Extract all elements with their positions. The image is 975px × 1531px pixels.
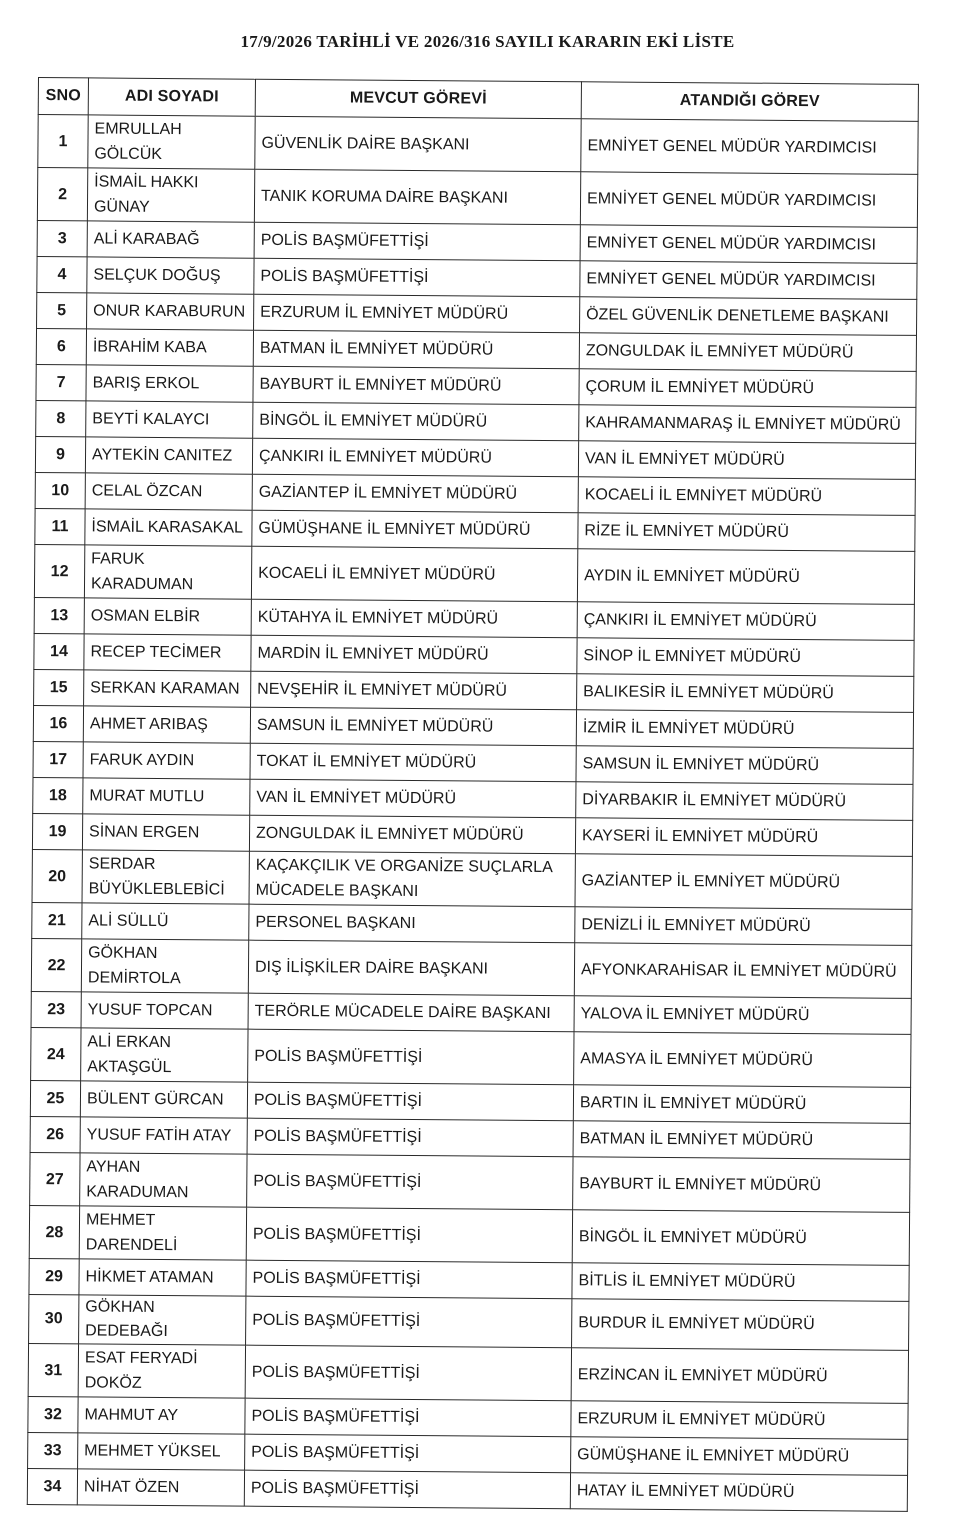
person-name: YUSUF FATİH ATAY (80, 1117, 247, 1154)
row-number: 16 (33, 705, 83, 741)
assigned-position: SİNOP İL EMNİYET MÜDÜRÜ (577, 638, 914, 677)
current-position: TANIK KORUMA DAİRE BAŞKANI (254, 169, 580, 225)
person-name: FARUK AYDIN (83, 742, 250, 779)
assigned-position: DİYARBAKIR İL EMNİYET MÜDÜRÜ (576, 782, 913, 821)
row-number: 24 (31, 1027, 81, 1080)
assigned-position: HATAY İL EMNİYET MÜDÜRÜ (570, 1473, 907, 1512)
current-position: POLİS BAŞMÜFETTİŞİ (245, 1434, 571, 1473)
current-position: BATMAN İL EMNİYET MÜDÜRÜ (253, 330, 579, 369)
row-number: 17 (33, 741, 83, 777)
person-name: FARUK KARADUMAN (84, 545, 251, 599)
person-name: AYTEKİN CANITEZ (85, 437, 252, 474)
person-name: MURAT MUTLU (83, 778, 250, 815)
person-name: GÖKHAN DEMİRTOLA (81, 939, 248, 993)
assigned-position: GAZİANTEP İL EMNİYET MÜDÜRÜ (575, 854, 912, 910)
person-name: BEYTİ KALAYCI (86, 401, 253, 438)
assigned-position: YALOVA İL EMNİYET MÜDÜRÜ (574, 996, 911, 1035)
current-position: KÜTAHYA İL EMNİYET MÜDÜRÜ (251, 599, 577, 638)
table-row (38, 115, 918, 175)
assigned-position: KAYSERİ İL EMNİYET MÜDÜRÜ (575, 818, 912, 857)
row-number: 12 (34, 544, 84, 597)
person-name: ALİ SÜLLÜ (82, 903, 249, 940)
row-number: 5 (37, 292, 87, 328)
row-number: 18 (33, 777, 83, 813)
row-number: 9 (35, 436, 85, 472)
current-position: POLİS BAŞMÜFETTİŞİ (246, 1207, 572, 1263)
current-position: TOKAT İL EMNİYET MÜDÜRÜ (250, 743, 576, 782)
table-body (27, 115, 918, 1512)
person-name: AYHAN KARADUMAN (80, 1153, 247, 1207)
person-name: ALİ KARABAĞ (87, 221, 254, 258)
person-name: ONUR KARABURUN (87, 293, 254, 330)
assigned-position: BAYBURT İL EMNİYET MÜDÜRÜ (573, 1157, 910, 1213)
row-number: 6 (36, 328, 86, 364)
header-current-position: MEVCUT GÖREVİ (255, 79, 581, 119)
appointment-table (27, 77, 919, 1512)
current-position: GAZİANTEP İL EMNİYET MÜDÜRÜ (252, 474, 578, 513)
row-number: 21 (32, 902, 82, 938)
row-number: 3 (37, 220, 87, 256)
assigned-position: SAMSUN İL EMNİYET MÜDÜRÜ (576, 746, 913, 785)
assigned-position: ERZİNCAN İL EMNİYET MÜDÜRÜ (571, 1348, 908, 1404)
assigned-position: EMNİYET GENEL MÜDÜR YARDIMCISI (580, 261, 917, 300)
person-name: MEHMET YÜKSEL (78, 1433, 245, 1470)
current-position: POLİS BAŞMÜFETTİŞİ (254, 222, 580, 261)
assigned-position: EMNİYET GENEL MÜDÜR YARDIMCISI (580, 172, 917, 228)
person-name: MAHMUT AY (78, 1397, 245, 1434)
row-number: 4 (37, 256, 87, 292)
person-name: İSMAİL KARASAKAL (85, 509, 252, 546)
row-number: 31 (28, 1343, 78, 1396)
current-position: POLİS BAŞMÜFETTİŞİ (254, 258, 580, 297)
row-number: 14 (34, 633, 84, 669)
current-position: MARDİN İL EMNİYET MÜDÜRÜ (251, 635, 577, 674)
assigned-position: BİNGÖL İL EMNİYET MÜDÜRÜ (572, 1210, 909, 1266)
assigned-position: ÇORUM İL EMNİYET MÜDÜRÜ (579, 369, 916, 408)
row-number: 19 (32, 813, 82, 849)
row-number: 34 (27, 1468, 77, 1504)
table-row (32, 849, 912, 909)
table-row (37, 168, 917, 228)
row-number: 33 (28, 1432, 78, 1468)
person-name: SELÇUK DOĞUŞ (87, 257, 254, 294)
current-position: POLİS BAŞMÜFETTİŞİ (248, 1029, 574, 1085)
assigned-position: ERZURUM İL EMNİYET MÜDÜRÜ (571, 1401, 908, 1440)
assigned-position: BURDUR İL EMNİYET MÜDÜRÜ (572, 1299, 909, 1351)
table-row (29, 1205, 909, 1265)
assigned-position: EMNİYET GENEL MÜDÜR YARDIMCISI (581, 119, 918, 175)
assigned-position: ÖZEL GÜVENLİK DENETLEME BAŞKANI (580, 297, 917, 336)
row-number: 26 (30, 1116, 80, 1152)
table-row (30, 1152, 910, 1212)
person-name: OSMAN ELBİR (84, 598, 251, 635)
current-position: POLİS BAŞMÜFETTİŞİ (245, 1398, 571, 1437)
row-number: 23 (31, 991, 81, 1027)
table-row (29, 1294, 909, 1350)
person-name: HİKMET ATAMAN (79, 1259, 246, 1296)
current-position: GÜMÜŞHANE İL EMNİYET MÜDÜRÜ (252, 510, 578, 549)
person-name: CELAL ÖZCAN (85, 473, 252, 510)
row-number: 11 (35, 508, 85, 544)
current-position: POLİS BAŞMÜFETTİŞİ (246, 1296, 572, 1348)
row-number: 7 (36, 364, 86, 400)
current-position: ERZURUM İL EMNİYET MÜDÜRÜ (254, 294, 580, 333)
current-position: POLİS BAŞMÜFETTİŞİ (245, 1345, 571, 1401)
assigned-position: EMNİYET GENEL MÜDÜR YARDIMCISI (580, 225, 917, 264)
assigned-position: KAHRAMANMARAŞ İL EMNİYET MÜDÜRÜ (579, 405, 916, 444)
table-row (28, 1343, 908, 1403)
row-number: 15 (34, 669, 84, 705)
assigned-position: RİZE İL EMNİYET MÜDÜRÜ (578, 513, 915, 552)
row-number: 13 (34, 597, 84, 633)
assigned-position: VAN İL EMNİYET MÜDÜRÜ (578, 441, 915, 480)
table-row (31, 1027, 911, 1087)
row-number: 30 (29, 1294, 79, 1343)
person-name: İSMAİL HAKKI GÜNAY (87, 168, 254, 222)
assigned-position: KOCAELİ İL EMNİYET MÜDÜRÜ (578, 477, 915, 516)
person-name: YUSUF TOPCAN (81, 992, 248, 1029)
current-position: PERSONEL BAŞKANI (249, 904, 575, 943)
person-name: AHMET ARIBAŞ (83, 706, 250, 743)
person-name: BARIŞ ERKOL (86, 365, 253, 402)
assigned-position: BARTIN İL EMNİYET MÜDÜRÜ (573, 1085, 910, 1124)
current-position: GÜVENLİK DAİRE BAŞKANI (255, 116, 581, 172)
row-number: 29 (29, 1258, 79, 1294)
person-name: EMRULLAH GÖLCÜK (88, 115, 255, 169)
header-assigned-position: ATANDIĞI GÖREV (581, 82, 918, 122)
current-position: VAN İL EMNİYET MÜDÜRÜ (250, 779, 576, 818)
assigned-position: BALIKESİR İL EMNİYET MÜDÜRÜ (577, 674, 914, 713)
current-position: ZONGULDAK İL EMNİYET MÜDÜRÜ (249, 815, 575, 854)
row-number: 1 (38, 115, 88, 168)
current-position: POLİS BAŞMÜFETTİŞİ (247, 1154, 573, 1210)
person-name: MEHMET DARENDELİ (79, 1206, 246, 1260)
row-number: 22 (31, 938, 81, 991)
current-position: POLİS BAŞMÜFETTİŞİ (244, 1470, 570, 1509)
person-name: NİHAT ÖZEN (77, 1469, 244, 1506)
header-name: ADI SOYADI (88, 78, 255, 116)
current-position: POLİS BAŞMÜFETTİŞİ (247, 1118, 573, 1157)
current-position: POLİS BAŞMÜFETTİŞİ (247, 1082, 573, 1121)
assigned-position: ÇANKIRI İL EMNİYET MÜDÜRÜ (577, 602, 914, 641)
table-row (31, 938, 911, 998)
person-name: BÜLENT GÜRCAN (80, 1081, 247, 1118)
assigned-position: ZONGULDAK İL EMNİYET MÜDÜRÜ (579, 333, 916, 372)
assigned-position: DENİZLİ İL EMNİYET MÜDÜRÜ (575, 907, 912, 946)
current-position: BAYBURT İL EMNİYET MÜDÜRÜ (253, 366, 579, 405)
person-name: SERKAN KARAMAN (84, 670, 251, 707)
assigned-position: BİTLİS İL EMNİYET MÜDÜRÜ (572, 1263, 909, 1302)
current-position: POLİS BAŞMÜFETTİŞİ (246, 1260, 572, 1299)
assigned-position: AMASYA İL EMNİYET MÜDÜRÜ (574, 1032, 911, 1088)
row-number: 8 (36, 400, 86, 436)
row-number: 27 (30, 1152, 80, 1205)
row-number: 25 (30, 1080, 80, 1116)
current-position: KAÇAKÇILIK VE ORGANİZE SUÇLARLA MÜCADELE BAŞKANI (249, 851, 575, 907)
current-position: NEVŞEHİR İL EMNİYET MÜDÜRÜ (251, 671, 577, 710)
current-position: BİNGÖL İL EMNİYET MÜDÜRÜ (253, 402, 579, 441)
person-name: RECEP TECİMER (84, 634, 251, 671)
row-number: 20 (32, 849, 82, 902)
row-number: 28 (29, 1205, 79, 1258)
person-name: SERDAR BÜYÜKLEBLEBİCİ (82, 850, 249, 904)
person-name: ESAT FERYADİ DOKÖZ (78, 1344, 245, 1398)
table-row (34, 544, 914, 604)
current-position: ÇANKIRI İL EMNİYET MÜDÜRÜ (252, 438, 578, 477)
current-position: SAMSUN İL EMNİYET MÜDÜRÜ (250, 707, 576, 746)
assigned-position: GÜMÜŞHANE İL EMNİYET MÜDÜRÜ (571, 1437, 908, 1476)
current-position: KOCAELİ İL EMNİYET MÜDÜRÜ (251, 546, 577, 602)
person-name: ALİ ERKAN AKTAŞGÜL (81, 1028, 248, 1082)
assigned-position: BATMAN İL EMNİYET MÜDÜRÜ (573, 1121, 910, 1160)
row-number: 2 (37, 168, 87, 221)
person-name: GÖKHAN DEDEBAĞI (79, 1295, 246, 1345)
row-number: 10 (35, 472, 85, 508)
table-row (27, 1468, 907, 1511)
current-position: DIŞ İLİŞKİLER DAİRE BAŞKANI (248, 940, 574, 996)
person-name: SİNAN ERGEN (82, 814, 249, 851)
assigned-position: İZMİR İL EMNİYET MÜDÜRÜ (576, 710, 913, 749)
header-sno: SNO (38, 78, 88, 115)
row-number: 32 (28, 1396, 78, 1432)
current-position: TERÖRLE MÜCADELE DAİRE BAŞKANI (248, 993, 574, 1032)
assigned-position: AFYONKARAHİSAR İL EMNİYET MÜDÜRÜ (574, 943, 911, 999)
assigned-position: AYDIN İL EMNİYET MÜDÜRÜ (577, 549, 914, 605)
document-title: 17/9/2026 TARİHLİ VE 2026/316 SAYILI KARARIN EKİ LİSTE (240, 32, 735, 51)
person-name: İBRAHİM KABA (86, 329, 253, 366)
